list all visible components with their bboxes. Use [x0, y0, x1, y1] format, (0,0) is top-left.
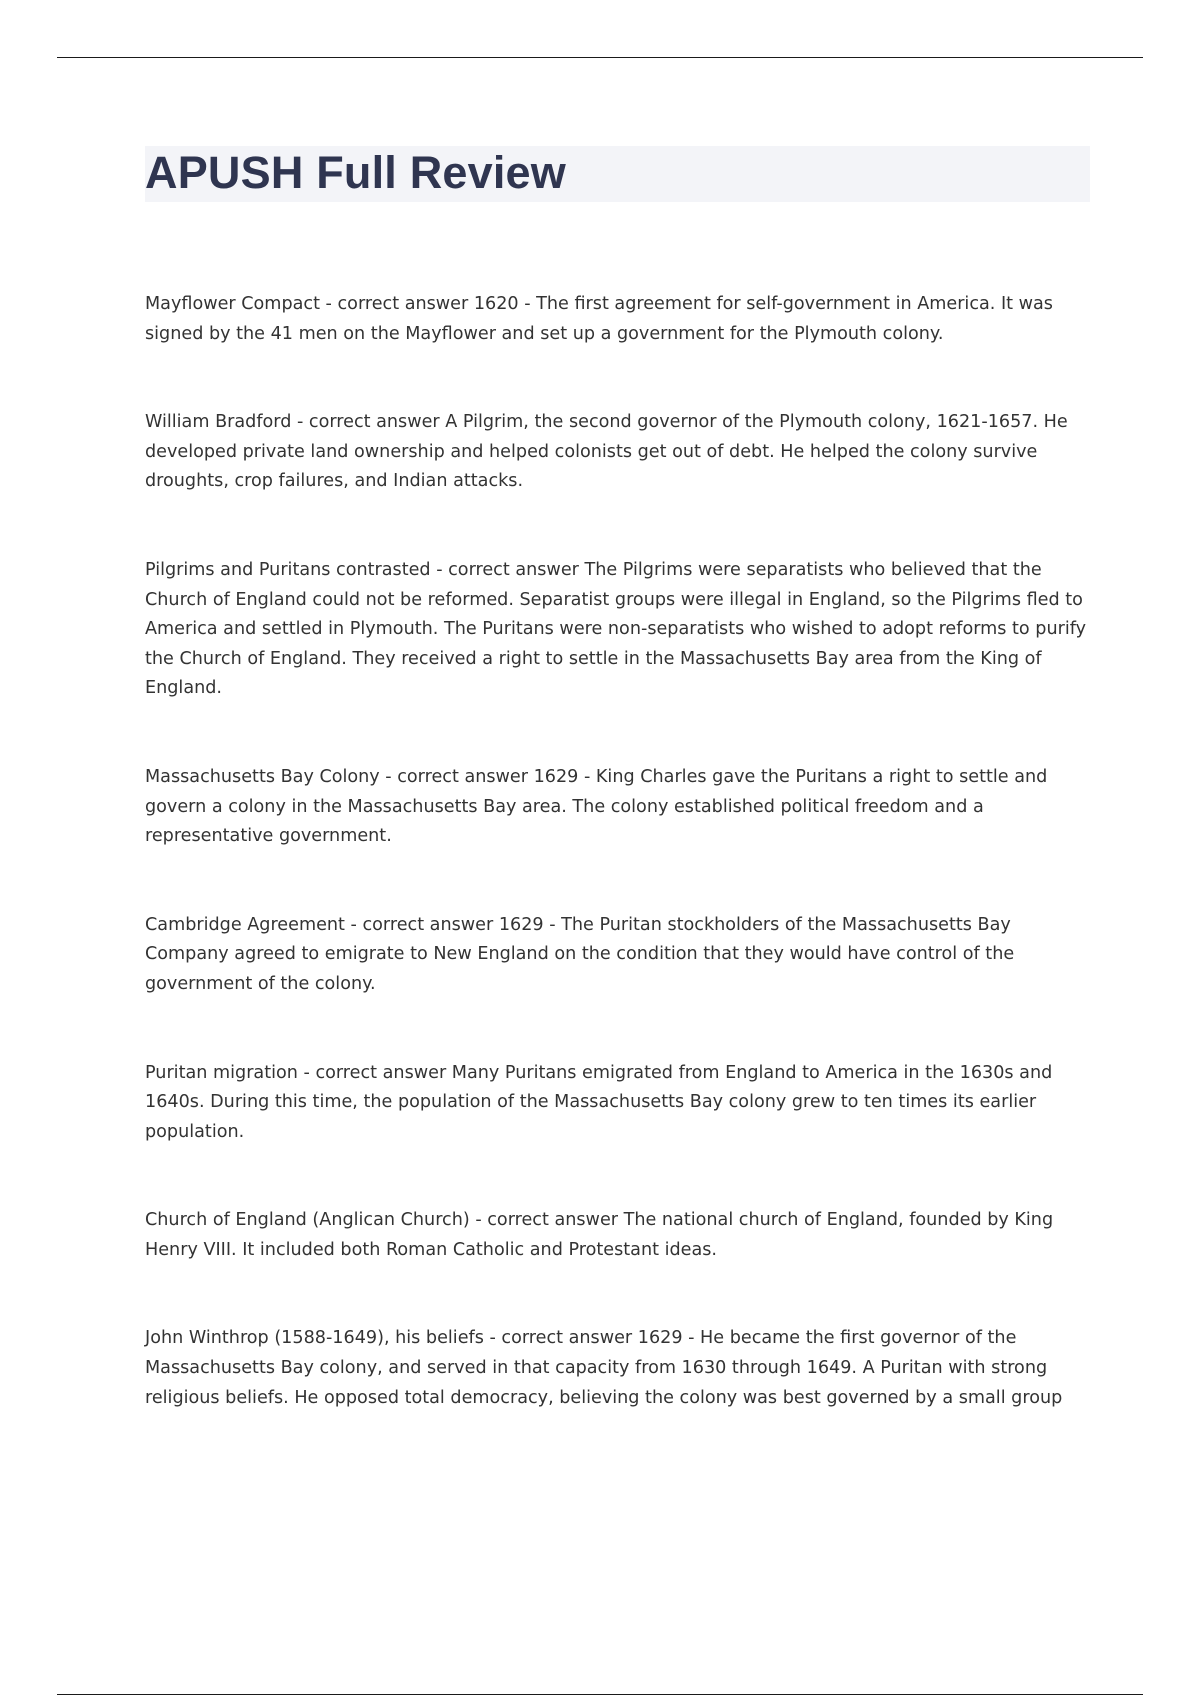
entry-cambridge-agreement: Cambridge Agreement - correct answer 1629 - The Puritan stockholders of the Massachusetts Bay Company agreed to emigrate to New England on the condition that they would have control of the government of the colony. — [145, 914, 1015, 994]
entry-puritan-migration: Puritan migration - correct answer Many Puritans emigrated from England to America in the 1630s and 1640s. During this time, the population of the Massachusetts Bay colony grew to ten times its earlier population. — [145, 1062, 1053, 1142]
entry-pilgrims-puritans: Pilgrims and Puritans contrasted - correct answer The Pilgrims were separatists who believed that the Church of England could not be reformed. Separatist groups were illegal in England, so the Pilgrims fled to America and settled in Plymouth. The Puritans were non-separatists who wished to adopt reforms to purify the Church of England. They received a right to settle in the Massachusetts Bay area from the King of England. — [145, 559, 1087, 699]
entry-church-of-england: Church of England (Anglican Church) - correct answer The national church of England, founded by King Henry VIII. It included both Roman Catholic and Protestant ideas. — [145, 1210, 1054, 1260]
entry-william-bradford: William Bradford - correct answer A Pilgrim, the second governor of the Plymouth colony, 1621-1657. He developed private land ownership and helped colonists get out of debt. He helped the colony survive droughts, crop failures, and Indian attacks. — [145, 412, 1068, 492]
page-title: APUSH Full Review — [145, 147, 566, 198]
top-rule — [57, 57, 1143, 58]
entry-massachusetts-bay-colony: Massachusetts Bay Colony - correct answer 1629 - King Charles gave the Puritans a right to settle and govern a colony in the Massachusetts Bay area. The colony established political freedom and a representative government. — [145, 766, 1048, 847]
entry-mayflower-compact: Mayflower Compact - correct answer 1620 - The first agreement for self-government in America. It was signed by the 41 men on the Mayflower and set up a government for the Plymouth colony. — [145, 294, 1053, 344]
entry-list — [145, 290, 1095, 1472]
entry-john-winthrop: John Winthrop (1588-1649), his beliefs - correct answer 1629 - He became the first governor of the Massachusetts Bay colony, and served in that capacity from 1630 through 1649. A Puritan with strong religious beliefs. He opposed total democracy, believing the colony was best governed by a small group — [145, 1328, 1063, 1408]
bottom-rule — [57, 1694, 1143, 1695]
